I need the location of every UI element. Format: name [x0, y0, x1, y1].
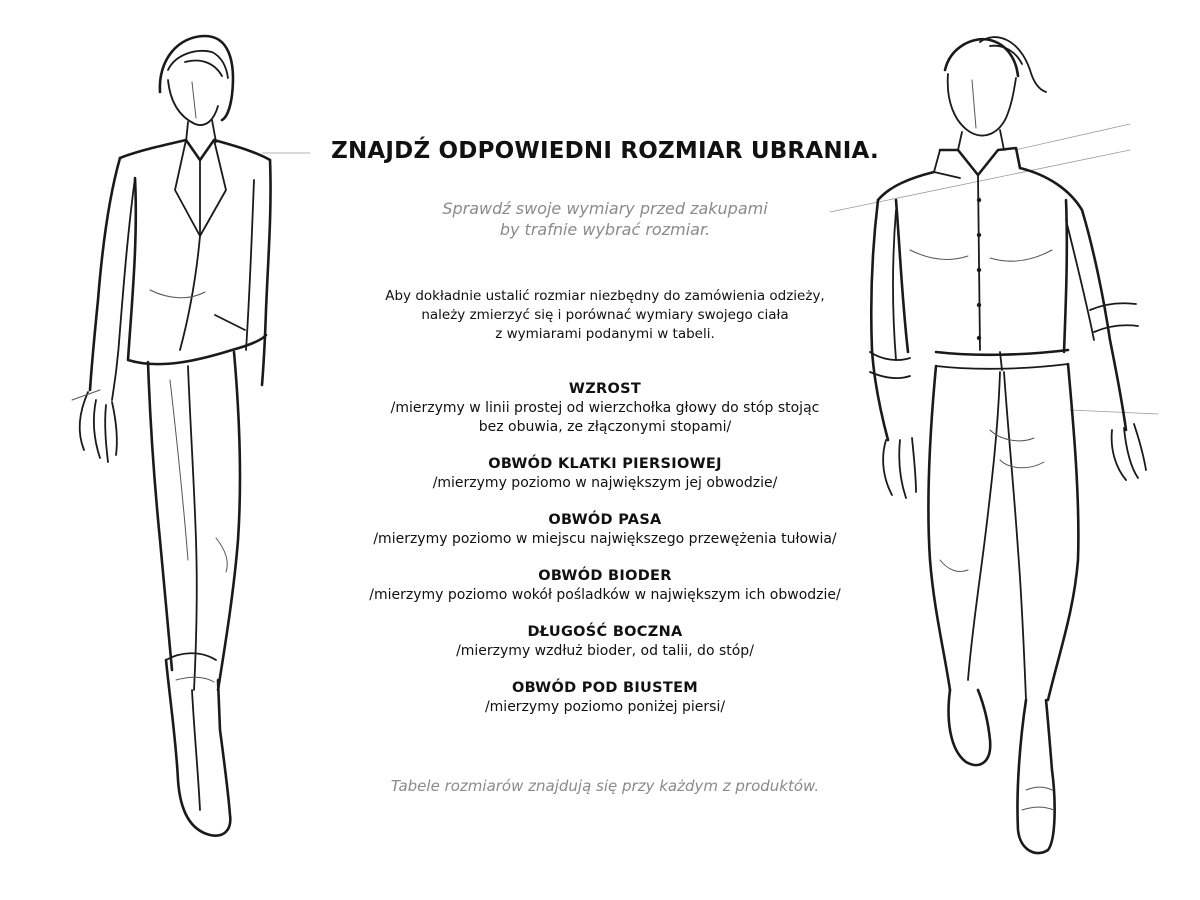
female-figure-sketch-icon: [72, 36, 310, 836]
intro-line: Aby dokładnie ustalić rozmiar niezbędny do zamówienia odzieży,: [385, 288, 825, 304]
measurement-list: [300, 380, 910, 735]
measurement-height: [300, 380, 910, 437]
intro-line: należy zmierzyć się i porównać wymiary swojego ciała: [421, 307, 789, 323]
measurement-description: /mierzymy wzdłuż bioder, od talii, do stóp/: [456, 643, 754, 659]
subtitle-line: by trafnie wybrać rozmiar.: [499, 220, 711, 239]
subtitle: [300, 198, 910, 240]
measurement-description: /mierzymy poziomo wokół pośladków w największym ich obwodzie/: [369, 587, 841, 603]
measurement-description: /mierzymy poziomo poniżej piersi/: [484, 699, 726, 715]
measurement-side-length: [300, 623, 910, 661]
measurement-name: OBWÓD POD BIUSTEM: [511, 680, 699, 696]
measurement-description: /mierzymy poziomo w miejscu największego przewężenia tułowia/: [373, 531, 837, 547]
measurement-name: OBWÓD KLATKI PIERSIOWEJ: [488, 456, 722, 472]
intro-line: z wymiarami podanymi w tabeli.: [495, 326, 715, 342]
measurement-name: WZROST: [568, 381, 642, 397]
subtitle-line: Sprawdź swoje wymiary przed zakupami: [442, 199, 768, 218]
measurement-name: OBWÓD BIODER: [538, 568, 672, 584]
measurement-description: /mierzymy poziomo w największym jej obwodzie/: [432, 475, 778, 491]
page-title: ZNAJDŹ ODPOWIEDNI ROZMIAR UBRANIA.: [331, 138, 879, 164]
intro-paragraph: [300, 287, 910, 344]
measurement-description: bez obuwia, ze złączonymi stopami/: [478, 419, 732, 435]
measurement-description: /mierzymy w linii prostej od wierzchołka głowy do stóp stojąc: [390, 400, 820, 416]
measurement-waist: [300, 511, 910, 549]
measurement-chest: [300, 455, 910, 493]
measurement-name: OBWÓD PASA: [548, 512, 662, 528]
measurement-hips: [300, 567, 910, 605]
measurement-underbust: [300, 679, 910, 717]
footer-note: Tabele rozmiarów znajdują się przy każdym z produktów.: [390, 777, 820, 795]
measurement-name: DŁUGOŚĆ BOCZNA: [527, 624, 683, 640]
